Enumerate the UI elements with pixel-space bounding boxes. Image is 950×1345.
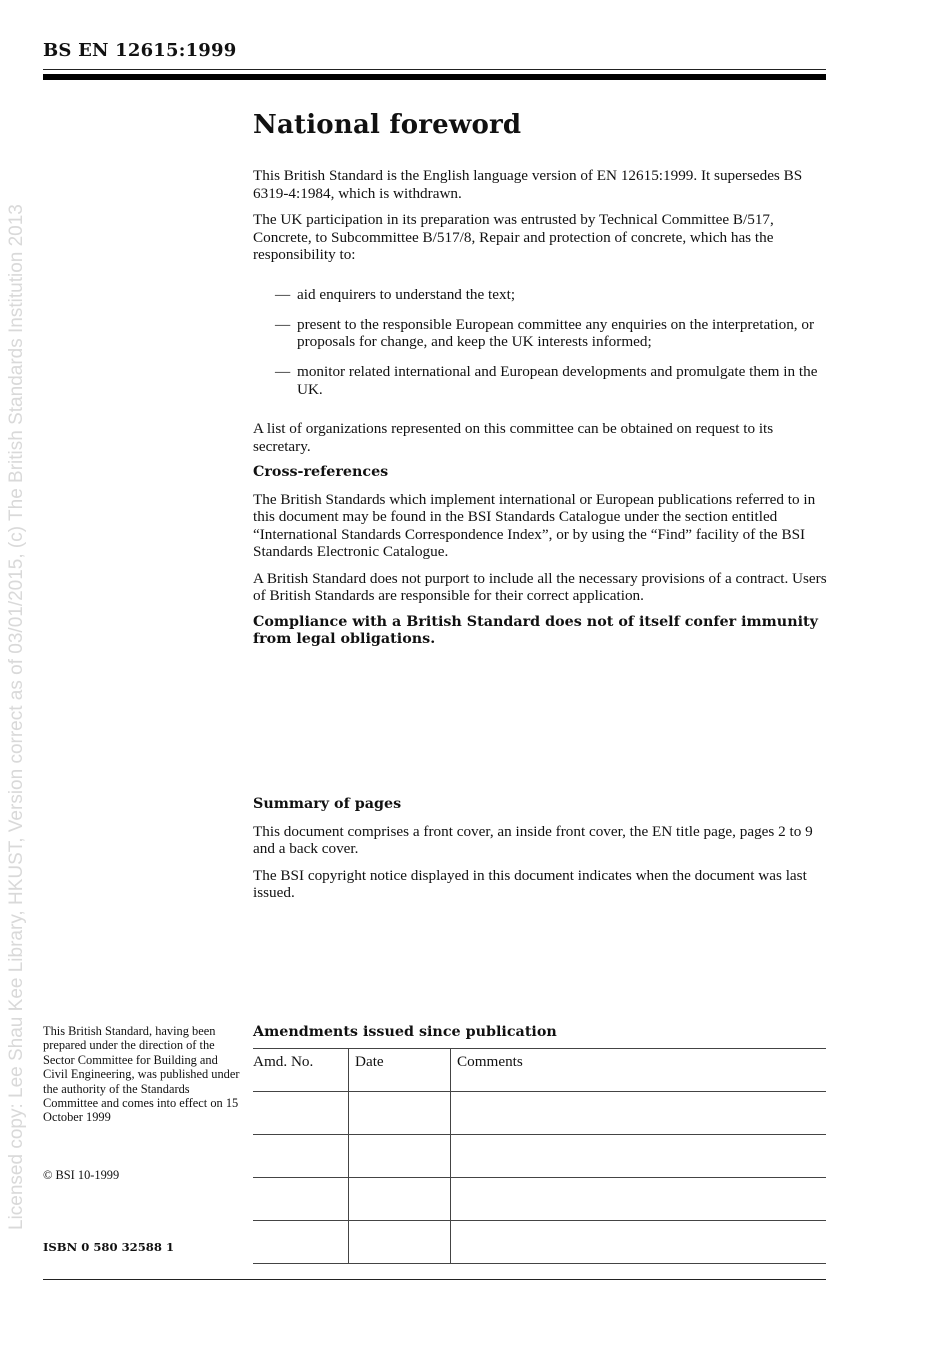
publication-note: This British Standard, having been prepared under the direction of the Sector Committee for Building and Civil Engineering, was published under the authority of the Standards Committee and comes into effect on 15 October 1999 bbox=[43, 1024, 240, 1125]
table-cell bbox=[451, 1135, 827, 1178]
document-code: BS EN 12615:1999 bbox=[43, 40, 237, 61]
table-cell bbox=[451, 1092, 827, 1135]
amendments-title: Amendments issued since publication bbox=[253, 1024, 557, 1040]
compliance-statement: Compliance with a British Standard does not of itself confer immunity from legal obligations. bbox=[253, 613, 818, 647]
table-cell bbox=[349, 1092, 451, 1135]
page-title: National foreword bbox=[253, 110, 522, 140]
table-row bbox=[253, 1092, 826, 1135]
header-rule-thick bbox=[43, 74, 826, 80]
table-cell bbox=[451, 1221, 827, 1264]
summary-pages-paragraph: This document comprises a front cover, an inside front cover, the EN title page, pages 2 to 9 and a back cover. bbox=[253, 822, 813, 857]
column-header-amd-no: Amd. No. bbox=[253, 1049, 349, 1092]
copyright-line: © BSI 10-1999 bbox=[43, 1168, 120, 1182]
list-item: — present to the responsible European committee any enquiries on the interpretation, or proposals for change, and keep the UK interests informed; bbox=[275, 315, 815, 350]
table-cell bbox=[451, 1178, 827, 1221]
license-watermark: Licensed copy: Lee Shau Kee Library, HKUST, Version correct as of 03/01/2015, (c) The British Standards Institution 2013 bbox=[6, 204, 27, 1230]
participation-paragraph: The UK participation in its preparation was entrusted by Technical Committee B/517, Concrete, to Subcommittee B/517/8, Repair and protection of concrete, which has the responsibility to: bbox=[253, 211, 774, 263]
list-item: — aid enquirers to understand the text; bbox=[275, 285, 516, 303]
provisions-paragraph: A British Standard does not purport to include all the necessary provisions of a contract. Users of British Standards are responsible for their correct application. bbox=[253, 569, 827, 604]
list-item: — monitor related international and European developments and promulgate them in the UK. bbox=[275, 363, 818, 398]
table-cell bbox=[349, 1221, 451, 1264]
column-header-date: Date bbox=[349, 1049, 451, 1092]
table-cell bbox=[253, 1221, 349, 1264]
cross-references-heading: Cross-references bbox=[253, 464, 389, 480]
cross-references-paragraph: The British Standards which implement international or European publications referred to in this document may be found in the BSI Standards Catalogue under the section entitled “International Standards Correspondence Index”, or by using the “Find” facility of the BSI Standards Electronic Catalogue. bbox=[253, 490, 816, 560]
organizations-paragraph: A list of organizations represented on this committee can be obtained on request to its secretary. bbox=[253, 420, 774, 455]
summary-of-pages bbox=[253, 796, 827, 911]
intro-paragraph: This British Standard is the English language version of EN 12615:1999. It supersedes BS 6319-4:1984, which is withdrawn. bbox=[253, 167, 803, 202]
footer-rule bbox=[43, 1279, 826, 1280]
amendments-table bbox=[253, 1048, 826, 1264]
header-rule-thin bbox=[43, 69, 826, 70]
column-header-comments: Comments bbox=[451, 1049, 827, 1092]
table-cell bbox=[253, 1135, 349, 1178]
table-row bbox=[253, 1221, 826, 1264]
table-row bbox=[253, 1135, 826, 1178]
table-cell bbox=[253, 1178, 349, 1221]
table-cell bbox=[253, 1092, 349, 1135]
summary-heading: Summary of pages bbox=[253, 796, 402, 812]
national-foreword bbox=[253, 108, 827, 658]
responsibility-list bbox=[253, 286, 827, 399]
table-cell bbox=[349, 1135, 451, 1178]
copyright-notice-paragraph: The BSI copyright notice displayed in this document indicates when the document was last issued. bbox=[253, 866, 807, 901]
table-header-row bbox=[253, 1049, 826, 1092]
table-row bbox=[253, 1178, 826, 1221]
isbn-number: ISBN 0 580 32588 1 bbox=[43, 1240, 175, 1254]
table-cell bbox=[349, 1178, 451, 1221]
